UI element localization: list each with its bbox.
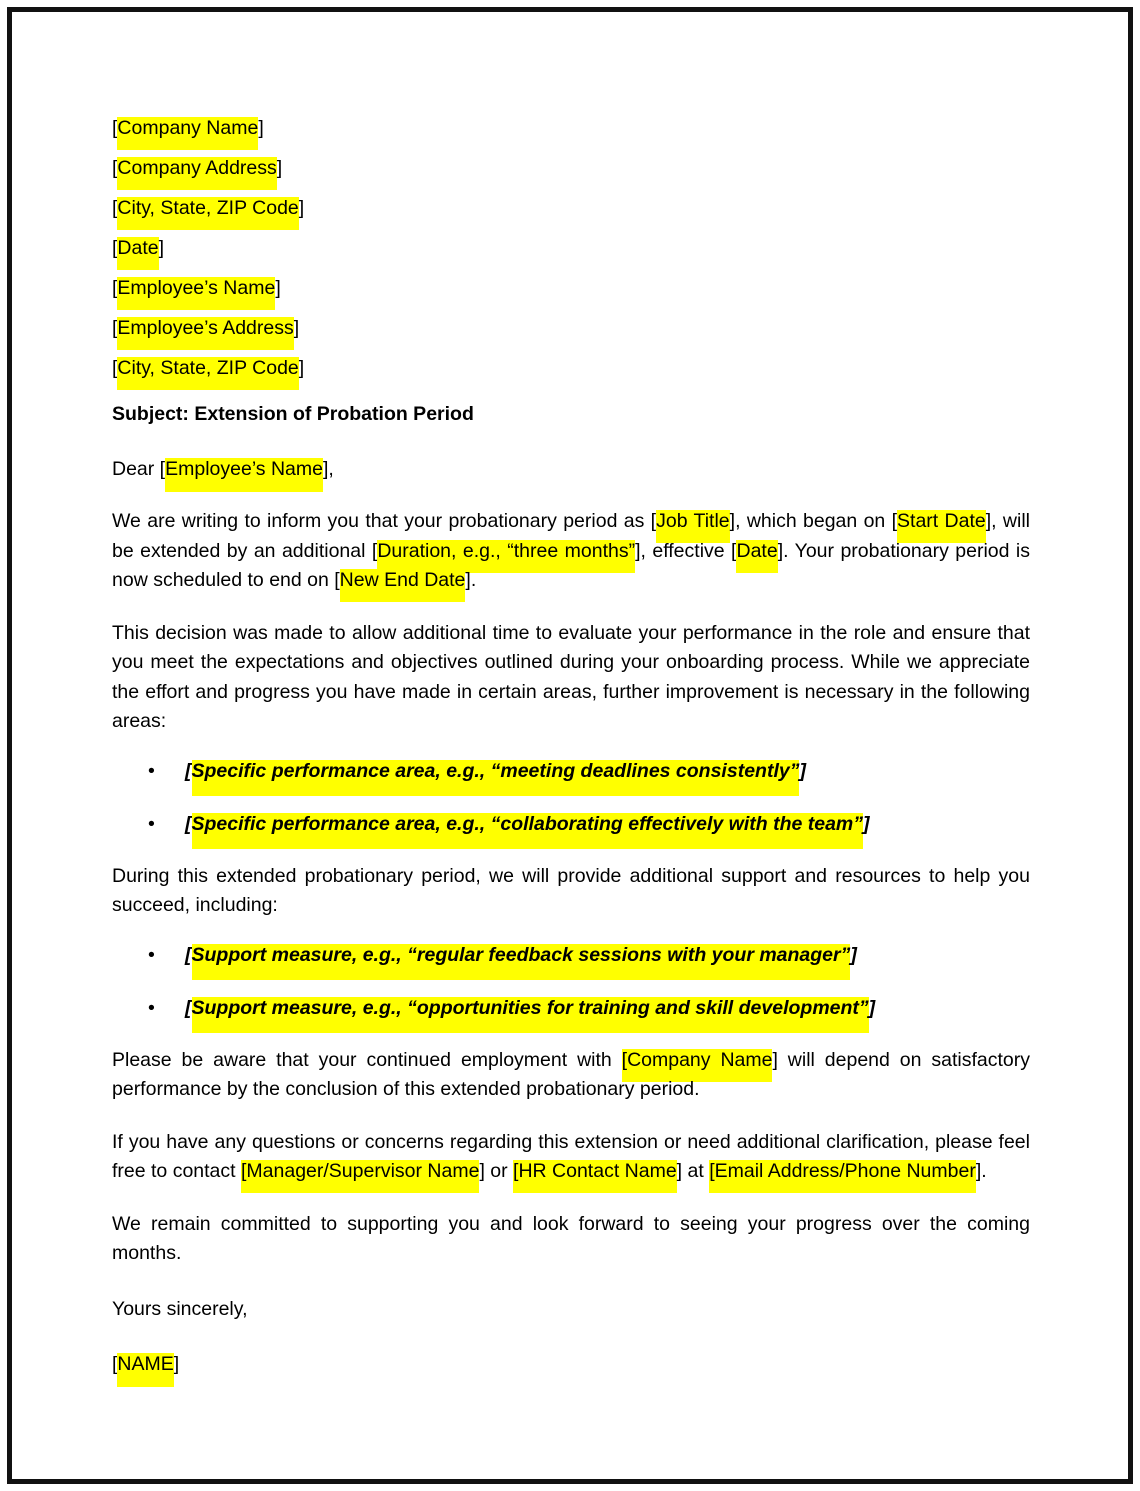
placeholder-date: Date xyxy=(117,237,159,259)
support-measures-list xyxy=(112,941,1030,1023)
placeholder-signature-name: NAME xyxy=(117,1352,174,1375)
paragraph-contact-info xyxy=(112,1128,1030,1187)
bracket-open: [ xyxy=(112,237,118,259)
placeholder-hr-contact-name: [HR Contact Name xyxy=(513,1160,677,1182)
bullet-dot-icon: • xyxy=(148,759,155,782)
bracket-open: [ xyxy=(185,812,192,835)
bracket-close: ] xyxy=(799,759,806,782)
signature-name xyxy=(112,1350,1030,1379)
placeholder-employee-city-state-zip: City, State, ZIP Code xyxy=(117,357,299,379)
placeholder-employee-address: Employee’s Address xyxy=(117,317,294,339)
p5-text-1: If you have any questions or concerns regarding this extension or need additional clarification, please feel free to contact xyxy=(112,1130,1030,1182)
bracket-close: ] xyxy=(298,197,305,219)
bracket-close: ] xyxy=(275,277,281,299)
bracket-open: [ xyxy=(112,317,118,339)
placeholder-employee-name-salutation: Employee’s Name xyxy=(165,458,323,480)
p1-text-3: ], will be extended by an additional [ xyxy=(112,510,1031,562)
bullet-dot-icon: • xyxy=(148,996,155,1019)
address-line-company-city xyxy=(112,188,1030,228)
bracket-open: [ xyxy=(112,357,118,379)
closing-line: Yours sincerely, xyxy=(112,1297,248,1320)
placeholder-manager-name: [Manager/Supervisor Name xyxy=(241,1160,480,1182)
placeholder-duration: Duration, e.g., “three months” xyxy=(377,539,636,562)
bracket-close: ] xyxy=(258,117,264,139)
placeholder-job-title: Job Title xyxy=(656,510,730,532)
paragraph-probation-extension xyxy=(112,507,1030,596)
p5-text-2: ] or xyxy=(479,1160,514,1182)
bracket-open: [ xyxy=(112,197,118,219)
address-line-company-address xyxy=(112,148,1030,188)
bracket-open: [ xyxy=(112,157,118,179)
list-item xyxy=(112,810,1030,839)
placeholder-start-date: Start Date xyxy=(897,510,986,532)
list-item xyxy=(112,757,1030,786)
bracket-open: [ xyxy=(185,996,192,1019)
p4-text-2: ] will depend on satisfactory performance by the conclusion of this extended probationary period. xyxy=(112,1048,1030,1100)
bracket-close: ] xyxy=(868,996,876,1019)
placeholder-company-name: Company Name xyxy=(117,117,259,139)
placeholder-company-city-state-zip: City, State, ZIP Code xyxy=(117,197,299,219)
address-line-employee-city xyxy=(112,348,1030,388)
paragraph-support-intro: During this extended probationary period, we will provide additional support and resources to help you succeed, including: xyxy=(112,864,1030,916)
salutation xyxy=(112,455,1030,484)
p1-text-5: ]. Your probationary period is now scheduled to end on [ xyxy=(112,539,1031,591)
bullet-dot-icon: • xyxy=(148,943,155,966)
placeholder-performance-area-2: Specific performance area, e.g., “collaborating effectively with the team” xyxy=(191,812,864,835)
performance-areas-list xyxy=(112,757,1030,839)
bracket-close: ] xyxy=(863,812,870,835)
p1-text-6: ]. xyxy=(465,569,477,591)
p5-text-4: ]. xyxy=(975,1160,987,1182)
bracket-open: [ xyxy=(112,117,118,139)
placeholder-performance-area-1: Specific performance area, e.g., “meeting deadlines consistently” xyxy=(191,759,800,782)
address-line-date xyxy=(112,228,1030,268)
bracket-close: ] xyxy=(850,943,857,966)
list-item xyxy=(112,941,1030,970)
placeholder-company-name-employment: [Company Name xyxy=(621,1048,773,1071)
paragraph-decision-rationale: This decision was made to allow additional time to evaluate your performance in the role and ensure that you meet the expectations and objectives outlined during your onboarding process. While we appreciate the effort and progress you have made in certain areas, further improvement is necessary in the following areas: xyxy=(112,621,1030,732)
address-block xyxy=(112,108,1030,388)
address-line-employee-address xyxy=(112,308,1030,348)
bracket-close: ] xyxy=(276,157,283,179)
paragraph-continued-employment xyxy=(112,1046,1030,1105)
placeholder-support-measure-2: Support measure, e.g., “opportunities for training and skill development” xyxy=(191,996,869,1019)
bracket-open: [ xyxy=(112,1352,118,1375)
p1-text-2: ], which began on [ xyxy=(729,510,898,532)
address-line-company-name xyxy=(112,108,1030,148)
bullet-dot-icon: • xyxy=(148,812,155,835)
letter-content xyxy=(112,108,1030,1379)
paragraph-commitment: We remain committed to supporting you and look forward to seeing your progress over the coming months. xyxy=(112,1212,1030,1264)
bracket-close: ] xyxy=(298,357,305,379)
p1-text-4: ], effective [ xyxy=(635,539,737,562)
placeholder-new-end-date: New End Date xyxy=(339,569,466,591)
salutation-suffix: ], xyxy=(323,458,334,480)
p4-text-1: Please be aware that your continued employment with xyxy=(112,1048,622,1071)
bracket-open: [ xyxy=(112,277,118,299)
address-line-employee-name xyxy=(112,268,1030,308)
bracket-close: ] xyxy=(158,237,165,259)
bracket-close: ] xyxy=(293,317,300,339)
bracket-open: [ xyxy=(185,943,192,966)
placeholder-email-phone: [Email Address/Phone Number xyxy=(709,1160,976,1182)
placeholder-company-address: Company Address xyxy=(117,157,277,179)
placeholder-employee-name: Employee’s Name xyxy=(117,277,276,299)
list-item xyxy=(112,994,1030,1023)
p5-text-3: ] at xyxy=(676,1160,710,1182)
placeholder-support-measure-1: Support measure, e.g., “regular feedback sessions with your manager” xyxy=(191,943,851,966)
bracket-open: [ xyxy=(185,759,192,782)
subject-line: Subject: Extension of Probation Period xyxy=(112,403,474,425)
salutation-prefix: Dear [ xyxy=(112,458,166,480)
bracket-close: ] xyxy=(173,1352,180,1375)
p1-text-1: We are writing to inform you that your probationary period as [ xyxy=(112,510,657,532)
placeholder-effective-date: Date xyxy=(736,539,778,562)
